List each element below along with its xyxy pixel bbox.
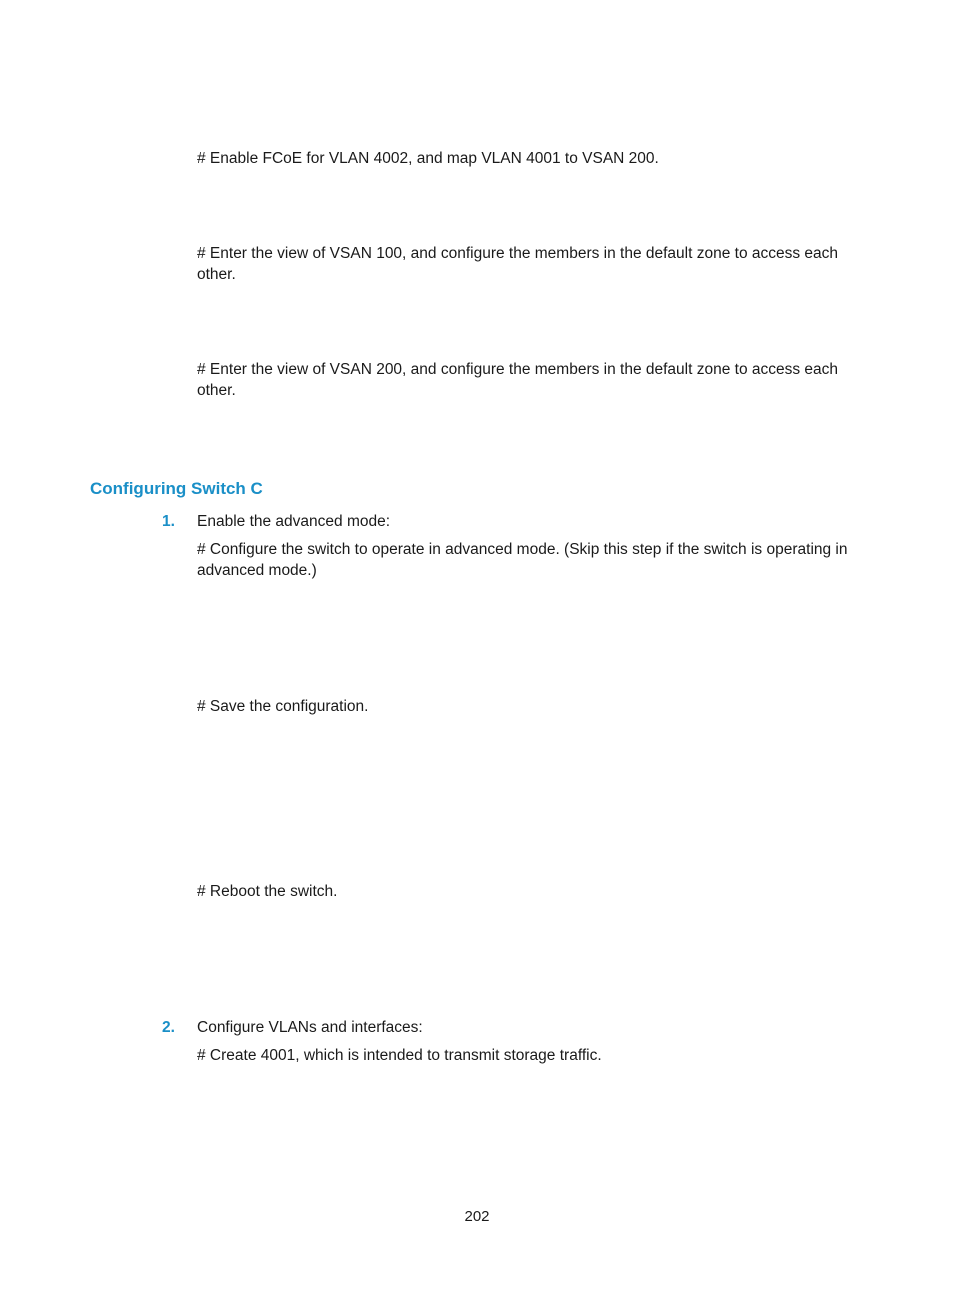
section-heading: Configuring Switch C (90, 479, 263, 498)
reboot-switch-comment: # Reboot the switch. (197, 883, 338, 900)
page-number: 202 (464, 1208, 490, 1225)
step-number-1: 1. (162, 513, 175, 530)
step-label-enable-advanced-mode: Enable the advanced mode: (197, 513, 391, 530)
enable-fcoe-comment: # Enable FCoE for VLAN 4002, and map VLAN 4001 to VSAN 200. (197, 150, 659, 167)
configure-advanced-mode-comment: # Configure the switch to operate in advanced mode. (Skip this step if the switch is operating in advanced mode.) (197, 541, 848, 579)
save-configuration-comment: # Save the configuration. (197, 698, 369, 715)
create-vlan-comment: # Create 4001, which is intended to transmit storage traffic. (197, 1047, 602, 1064)
step-label-configure-vlans: Configure VLANs and interfaces: (197, 1019, 423, 1036)
vsan200-zone-comment: # Enter the view of VSAN 200, and configure the members in the default zone to access each other. (197, 361, 839, 399)
vsan100-zone-comment: # Enter the view of VSAN 100, and configure the members in the default zone to access each other. (197, 245, 839, 283)
step-number-2: 2. (162, 1019, 175, 1036)
